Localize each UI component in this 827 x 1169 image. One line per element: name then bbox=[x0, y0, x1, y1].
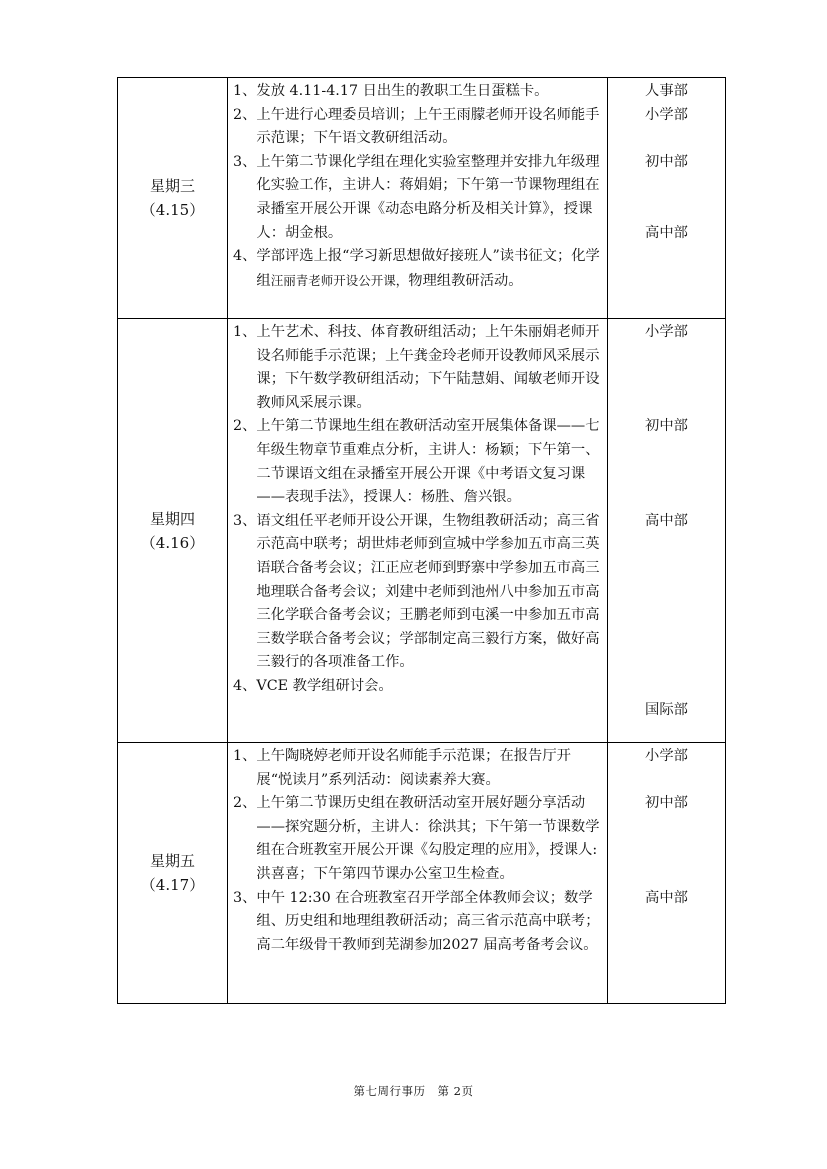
list-item bbox=[233, 80, 601, 104]
list-item bbox=[233, 675, 601, 699]
dept-label: 初中部 bbox=[645, 795, 688, 812]
item-text-rest: 物理组教研活动。 bbox=[408, 272, 523, 289]
item-text: 上午陶晓婷老师开设名师能手示范课；在报告厅开展“悦读月”系列活动：阅读素养大赛。 bbox=[256, 748, 571, 788]
item-text: 中午 12:30 在合班教室召开学部全体教师会议；数学组、历史组和地理组教研活动；高三省示范高中联考；高二年级骨干教师到芜湖参加2027 届高考备考会议。 bbox=[256, 889, 600, 953]
item-text: 上午第二节课地生组在教研活动室开展集体备课——七年级生物章节重难点分析，主讲人：杨颖；下午第一、二节课语文组在录播室开展公开课《中考语文复习课——表现手法》，授课人：杨胜、詹兴银。 bbox=[256, 418, 600, 506]
item-text: 上午第二节课化学组在理化实验室整理并安排九年级理化实验工作，主讲人：蒋娟娟；下午第一节课物理组在录播室开展公开课《动态电路分析及相关计算》，授课人：胡金根。 bbox=[256, 153, 600, 241]
dept-label: 小学部 bbox=[645, 324, 688, 340]
item-number: 3、 bbox=[233, 153, 257, 170]
item-text bbox=[256, 245, 601, 293]
item-number: 4、 bbox=[233, 248, 257, 265]
item-number: 4、 bbox=[233, 677, 257, 694]
item-number: 1、 bbox=[233, 748, 257, 764]
dept-label: 高中部 bbox=[645, 224, 688, 241]
list-item bbox=[233, 510, 601, 675]
day-date: （4.15） bbox=[140, 201, 205, 219]
day-cell bbox=[118, 78, 228, 319]
dept-label: 国际部 bbox=[645, 701, 688, 718]
item-number: 3、 bbox=[233, 889, 257, 906]
item-text: 上午艺术、科技、体育教研组活动；上午朱丽娟老师开设名师能手示范课；上午龚金玲老师开设教师风采展示课；下午数学教研组活动；下午陆慧娟、闻敏老师开设教师风采展示课。 bbox=[256, 324, 600, 411]
dept-label: 高中部 bbox=[645, 512, 688, 529]
list-item bbox=[233, 415, 601, 509]
day-date: （4.16） bbox=[140, 533, 205, 552]
dept-label: 初中部 bbox=[645, 418, 688, 435]
day-cell bbox=[118, 743, 228, 1004]
day-cell bbox=[118, 319, 228, 743]
item-number: 1、 bbox=[233, 324, 257, 340]
item-text: 语文组任平老师开设公开课，生物组教研活动；高三省示范高中联考；胡世炜老师到宣城中学参加五市高三英语联合备考会议；江正应老师到野寨中学参加五市高三地理联合备考会议；刘建中老师到池州八中参加五市高三化学联合备考会议；王鹏老师到屯溪一中参加五市高三数学联合备考会议；学部制定高三毅行方案，做好高三毅行的各项准备工作。 bbox=[256, 512, 600, 671]
dept-cell bbox=[608, 319, 726, 743]
dept-label: 人事部 bbox=[645, 83, 688, 99]
items-cell bbox=[228, 78, 608, 319]
schedule-row-wednesday bbox=[118, 78, 726, 319]
list-item bbox=[233, 245, 601, 293]
schedule-row-thursday bbox=[118, 319, 726, 743]
page-footer: 第七周行事历 第 2页 bbox=[353, 1084, 474, 1098]
items-cell bbox=[228, 743, 608, 1004]
item-text-small: 汪丽青老师开设公开课， bbox=[270, 272, 409, 288]
items-cell bbox=[228, 319, 608, 743]
item-number: 1、 bbox=[233, 83, 257, 99]
dept-cell bbox=[608, 78, 726, 319]
schedule-row-friday bbox=[118, 743, 726, 1004]
list-item bbox=[233, 151, 601, 245]
item-text: VCE 教学组研讨会。 bbox=[256, 677, 393, 694]
item-text: 发放 4.11-4.17 日出生的教职工生日蛋糕卡。 bbox=[256, 83, 549, 99]
weekly-schedule-table bbox=[117, 77, 726, 1004]
dept-label: 小学部 bbox=[645, 748, 688, 764]
day-name: 星期四 bbox=[149, 509, 195, 528]
list-item bbox=[233, 321, 601, 415]
list-item bbox=[233, 104, 601, 151]
dept-label: 初中部 bbox=[645, 153, 688, 170]
day-name: 星期三 bbox=[149, 177, 195, 195]
item-text-main: 学部评选上报“学习新思想做好接班人”读书征文；化学组 bbox=[256, 248, 600, 289]
item-text: 上午进行心理委员培训；上午王雨朦老师开设名师能手示范课；下午语文教研组活动。 bbox=[256, 106, 600, 147]
item-number: 2、 bbox=[233, 106, 257, 123]
dept-label: 小学部 bbox=[645, 106, 688, 123]
list-item bbox=[233, 792, 601, 886]
list-item bbox=[233, 887, 601, 958]
item-number: 2、 bbox=[233, 795, 257, 812]
item-number: 3、 bbox=[233, 512, 257, 529]
item-text: 上午第二节课历史组在教研活动室开展好题分享活动——探究题分析，主讲人：徐洪其；下午第一节课数学组在合班教室开展公开课《勾股定理的应用》，授课人:洪喜喜；下午第四节课办公室卫生检查。 bbox=[256, 795, 600, 882]
list-item bbox=[233, 745, 601, 792]
item-number: 2、 bbox=[233, 418, 257, 435]
day-name: 星期五 bbox=[149, 852, 195, 870]
dept-cell bbox=[608, 743, 726, 1004]
day-date: （4.17） bbox=[140, 876, 205, 894]
dept-label: 高中部 bbox=[645, 889, 688, 906]
